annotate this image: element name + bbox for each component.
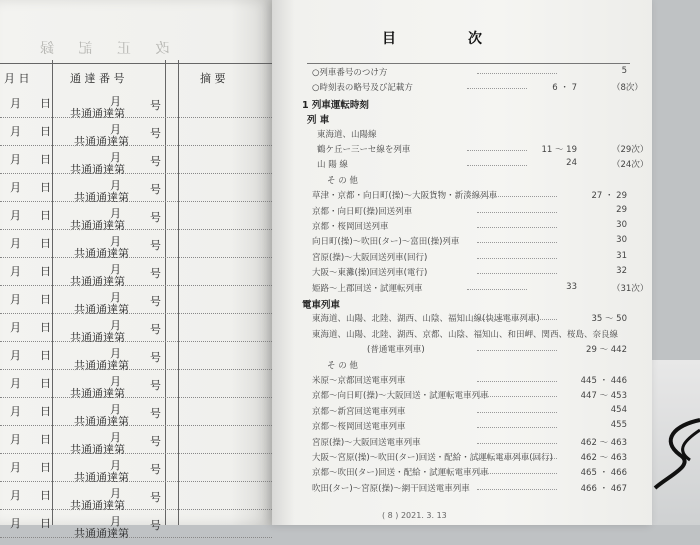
toc-entry	[272, 189, 652, 203]
month-cell: 月	[10, 517, 21, 530]
toc-page-number: 11 ～ 19	[541, 145, 577, 155]
toc-entry	[272, 282, 652, 296]
number-suffix-cell: 号	[150, 295, 161, 308]
leader-dots	[477, 458, 557, 459]
toc-entry	[272, 389, 652, 403]
notice-number-cell: 共通通達第	[74, 303, 129, 316]
toc-entry	[272, 451, 652, 465]
number-suffix-cell: 号	[150, 239, 161, 252]
toc-entry	[272, 81, 652, 95]
row-rule	[0, 537, 272, 538]
title-rule	[307, 63, 630, 64]
day-cell: 日	[40, 489, 51, 502]
day-cell: 日	[40, 433, 51, 446]
notice-number-cell: 共通通達第	[70, 107, 125, 120]
table-row	[0, 291, 272, 321]
row-rule	[0, 369, 272, 370]
toc-entry-label: (普通電車列車)	[367, 345, 425, 356]
number-suffix-cell: 号	[150, 407, 161, 420]
notice-number-cell: 共通通達第	[70, 163, 125, 176]
toc-entry-label: 向日町(操)～吹田(ター)～富田(操)列車	[312, 237, 460, 248]
toc-entry	[272, 112, 652, 126]
month-label: 月	[110, 403, 121, 416]
table-row	[0, 459, 272, 489]
day-cell: 日	[40, 461, 51, 474]
toc-entry-label: 京都・向日町(操)回送列車	[312, 206, 413, 217]
notice-number-cell: 共通通達第	[70, 275, 125, 288]
toc-entry-label: 草津・京都・向日町(操)～大阪貨物・新湊線列車	[312, 191, 498, 202]
toc-page-number: 29	[616, 204, 627, 215]
page-title: 目次	[382, 31, 554, 47]
row-rule	[0, 509, 272, 510]
row-rule	[0, 145, 272, 146]
toc-page-number: 465 ・ 466	[580, 468, 627, 479]
number-suffix-cell: 号	[150, 183, 161, 196]
table-row	[0, 179, 272, 209]
month-cell: 月	[10, 265, 21, 278]
month-label: 月	[110, 291, 121, 304]
table-row	[0, 403, 272, 433]
number-suffix-cell: 号	[150, 519, 161, 532]
leader-dots	[477, 443, 557, 444]
toc-entry	[272, 466, 652, 480]
notice-number-cell: 共通通達第	[74, 415, 129, 428]
revision-note: （31次）	[612, 283, 649, 294]
leader-dots	[477, 427, 557, 428]
toc-entry	[272, 220, 652, 234]
toc-page-number: 6 ・ 7	[552, 83, 577, 94]
page-header: 改 正 記 録	[30, 41, 170, 57]
leader-dots	[477, 412, 557, 413]
toc-entry	[272, 328, 652, 342]
toc-entry-label: 鶴ケ丘ー三ーセ線を列車	[317, 145, 411, 155]
table-row	[0, 375, 272, 405]
notice-number-cell: 共通通達第	[74, 191, 129, 204]
toc-entry-label: 電車列車	[302, 300, 341, 311]
row-rule	[0, 313, 272, 314]
row-rule	[0, 481, 272, 482]
toc-entry	[272, 436, 652, 450]
toc-entry	[272, 251, 652, 265]
month-label: 月	[110, 179, 121, 192]
row-rule	[0, 173, 272, 174]
day-cell: 日	[40, 265, 51, 278]
month-label: 月	[110, 347, 121, 360]
column-header-remarks: 摘 要	[200, 72, 226, 85]
month-label: 月	[110, 487, 121, 500]
leader-dots	[477, 273, 557, 274]
table-row	[0, 515, 272, 545]
toc-entry	[272, 143, 652, 157]
toc-entry	[272, 297, 652, 311]
day-cell: 日	[40, 209, 51, 222]
row-rule	[0, 229, 272, 230]
toc-entry	[272, 374, 652, 388]
table-row	[0, 151, 272, 181]
row-rule	[0, 425, 272, 426]
month-cell: 月	[10, 377, 21, 390]
month-cell: 月	[10, 489, 21, 502]
month-cell: 月	[10, 321, 21, 334]
toc-page-number: 445 ・ 446	[580, 376, 627, 386]
toc-page-number: 455	[610, 420, 627, 431]
day-cell: 日	[40, 405, 51, 418]
table-row	[0, 263, 272, 293]
month-cell: 月	[10, 237, 21, 250]
month-cell: 月	[10, 153, 21, 166]
month-label: 月	[110, 263, 121, 276]
notice-number-cell: 共通通達第	[74, 135, 129, 148]
toc-entry-label: そ の 他	[327, 175, 358, 186]
month-label: 月	[110, 431, 121, 444]
toc-entry	[272, 174, 652, 188]
right-page-contents	[272, 0, 652, 525]
toc-page-number: 27 ・ 29	[591, 191, 627, 202]
toc-page-number: 462 ～ 463	[580, 437, 627, 448]
toc-entry-label: 京都～向日町(操)～大阪回送・試運転電車列車	[312, 391, 489, 402]
toc-entry-label: 東海道、山陽、北陸、湖西、山陰、福知山線(快速電車列車)	[312, 314, 540, 325]
table-row	[0, 207, 272, 237]
table-row	[0, 319, 272, 349]
toc-entry-label: 大阪～東灘(操)回送列車(電行)	[312, 268, 428, 279]
month-cell: 月	[10, 97, 21, 110]
toc-entry-label: 列 車	[307, 115, 330, 127]
toc-page-number: 30	[616, 220, 627, 230]
notice-number-cell: 共通通達第	[74, 359, 129, 372]
row-rule	[0, 257, 272, 258]
row-rule	[0, 285, 272, 286]
day-cell: 日	[40, 97, 51, 110]
toc-entry-label: そ の 他	[327, 360, 358, 371]
day-cell: 日	[40, 517, 51, 530]
notice-number-cell: 共通通達第	[70, 387, 125, 400]
revision-note: （29次）	[612, 145, 649, 155]
toc-entry	[272, 482, 652, 496]
toc-entry-label: 京都・桜岡回送列車	[312, 222, 389, 232]
table-top-rule	[0, 63, 272, 64]
month-cell: 月	[10, 405, 21, 418]
toc-page-number: 454	[610, 404, 627, 415]
toc-page-number: 5	[621, 66, 627, 76]
month-cell: 月	[10, 461, 21, 474]
month-cell: 月	[10, 293, 21, 306]
leader-dots	[477, 258, 557, 259]
day-cell: 日	[40, 153, 51, 166]
toc-entry	[272, 205, 652, 219]
number-suffix-cell: 号	[150, 267, 161, 280]
day-cell: 日	[40, 349, 51, 362]
toc-page-number: 35 ～ 50	[591, 314, 627, 325]
toc-entry	[272, 266, 652, 280]
toc-entry	[272, 405, 652, 419]
toc-page-number: 24	[566, 158, 577, 169]
number-suffix-cell: 号	[150, 491, 161, 504]
toc-entry	[272, 312, 652, 326]
leader-dots	[477, 350, 557, 351]
toc-page-number: 447 ～ 453	[580, 391, 627, 402]
row-rule	[0, 397, 272, 398]
day-cell: 日	[40, 125, 51, 138]
toc-page-number: 30	[616, 235, 627, 246]
toc-entry-label: 大阪～宮原(操)～吹田(ター)回送・配給・試運転電車列車(回行)	[312, 453, 553, 463]
toc-entry-label: 米原～京都回送電車列車	[312, 376, 406, 386]
day-cell: 日	[40, 321, 51, 334]
number-suffix-cell: 号	[150, 435, 161, 448]
month-label: 月	[110, 459, 121, 472]
notice-number-cell: 共通通達第	[70, 499, 125, 512]
month-label: 月	[110, 515, 121, 528]
month-label: 月	[110, 319, 121, 332]
leader-dots	[477, 196, 557, 197]
toc-entry-label: ○列車番号のつけ方	[312, 68, 388, 78]
leader-dots	[477, 381, 557, 382]
toc-entry	[272, 128, 652, 142]
table-row	[0, 487, 272, 517]
number-suffix-cell: 号	[150, 211, 161, 224]
number-suffix-cell: 号	[150, 99, 161, 112]
toc-entry	[272, 158, 652, 172]
day-cell: 日	[40, 237, 51, 250]
row-rule	[0, 453, 272, 454]
month-label: 月	[110, 235, 121, 248]
month-label: 月	[110, 123, 121, 136]
month-cell: 月	[10, 433, 21, 446]
revision-note: （24次）	[612, 160, 649, 171]
toc-page-number: 466 ・ 467	[580, 483, 627, 494]
toc-entry-label: 山 陽 線	[317, 160, 348, 171]
table-row	[0, 95, 272, 125]
number-suffix-cell: 号	[150, 379, 161, 392]
number-suffix-cell: 号	[150, 155, 161, 168]
month-label: 月	[110, 375, 121, 388]
month-label: 月	[110, 95, 121, 108]
toc-page-number: 29 ～ 442	[586, 345, 627, 356]
row-rule	[0, 341, 272, 342]
number-suffix-cell: 号	[150, 127, 161, 140]
toc-entry-label: 東海道、山陽、北陸、湖西、京都、山陰、福知山、和田岬、関西、桜島、奈良線	[312, 329, 619, 340]
toc-page-number: 32	[616, 266, 627, 277]
toc-entry	[272, 97, 652, 111]
month-cell: 月	[10, 181, 21, 194]
toc-entry	[272, 359, 652, 373]
notice-number-cell: 共通通達第	[70, 219, 125, 232]
toc-entry	[272, 420, 652, 434]
row-rule	[0, 201, 272, 202]
month-label: 月	[110, 207, 121, 220]
leader-dots	[477, 227, 557, 228]
leader-dots	[477, 489, 557, 490]
toc-entry-label: 宮原(操)～大阪回送列車(回行)	[312, 252, 428, 263]
toc-entry-label: 京都～吹田(ター)回送・配給・試運転電車列車	[312, 468, 489, 479]
leader-dots	[477, 396, 557, 397]
toc-entry-label: 吹田(ター)～宮原(操)～網干回送電車列車	[312, 483, 470, 494]
month-cell: 月	[10, 209, 21, 222]
column-header-number: 通 達 番 号	[70, 72, 125, 85]
toc-entry	[272, 343, 652, 357]
day-cell: 日	[40, 181, 51, 194]
month-label: 月	[110, 151, 121, 164]
table-row	[0, 347, 272, 377]
notice-number-cell: 共通通達第	[74, 471, 129, 484]
notice-number-cell: 共通通達第	[70, 331, 125, 344]
toc-entry	[272, 235, 652, 249]
toc-entry-label: 宮原(操)～大阪回送電車列車	[312, 437, 421, 448]
leader-dots	[477, 73, 557, 74]
number-suffix-cell: 号	[150, 463, 161, 476]
column-header-date: 月 日	[4, 72, 30, 85]
table-row	[0, 235, 272, 265]
month-cell: 月	[10, 349, 21, 362]
day-cell: 日	[40, 377, 51, 390]
number-suffix-cell: 号	[150, 351, 161, 364]
notice-number-cell: 共通通達第	[74, 527, 129, 540]
notice-number-cell: 共通通達第	[74, 247, 129, 260]
page-footer: ( 8 ) 2021. 3. 13	[382, 511, 447, 520]
leader-dots	[477, 242, 557, 243]
toc-page-number: 462 ～ 463	[580, 453, 627, 463]
table-row	[0, 431, 272, 461]
toc-entry-label: ○時刻表の略号及び記載方	[312, 83, 413, 94]
day-cell: 日	[40, 293, 51, 306]
toc-entry-label: 1 列車運転時刻	[302, 99, 369, 111]
notice-number-cell: 共通通達第	[70, 443, 125, 456]
toc-entry-label: 京都～新宮回送電車列車	[312, 406, 406, 417]
left-page-revision-log	[0, 0, 272, 540]
row-rule	[0, 117, 272, 118]
revision-note: （8次）	[612, 83, 643, 94]
toc-entry	[272, 66, 652, 80]
month-cell: 月	[10, 125, 21, 138]
toc-page-number: 33	[566, 281, 577, 292]
number-suffix-cell: 号	[150, 323, 161, 336]
toc-entry-label: 東海道、山陽線	[317, 129, 377, 140]
toc-entry-label: 姫路～上郡回送・試運転列車	[312, 283, 423, 294]
leader-dots	[477, 212, 557, 213]
leader-dots	[477, 473, 557, 474]
toc-page-number: 31	[616, 250, 627, 261]
toc-entry-label: 京都～桜岡回送電車列車	[312, 422, 406, 433]
leader-dots	[477, 319, 557, 320]
table-row	[0, 123, 272, 153]
